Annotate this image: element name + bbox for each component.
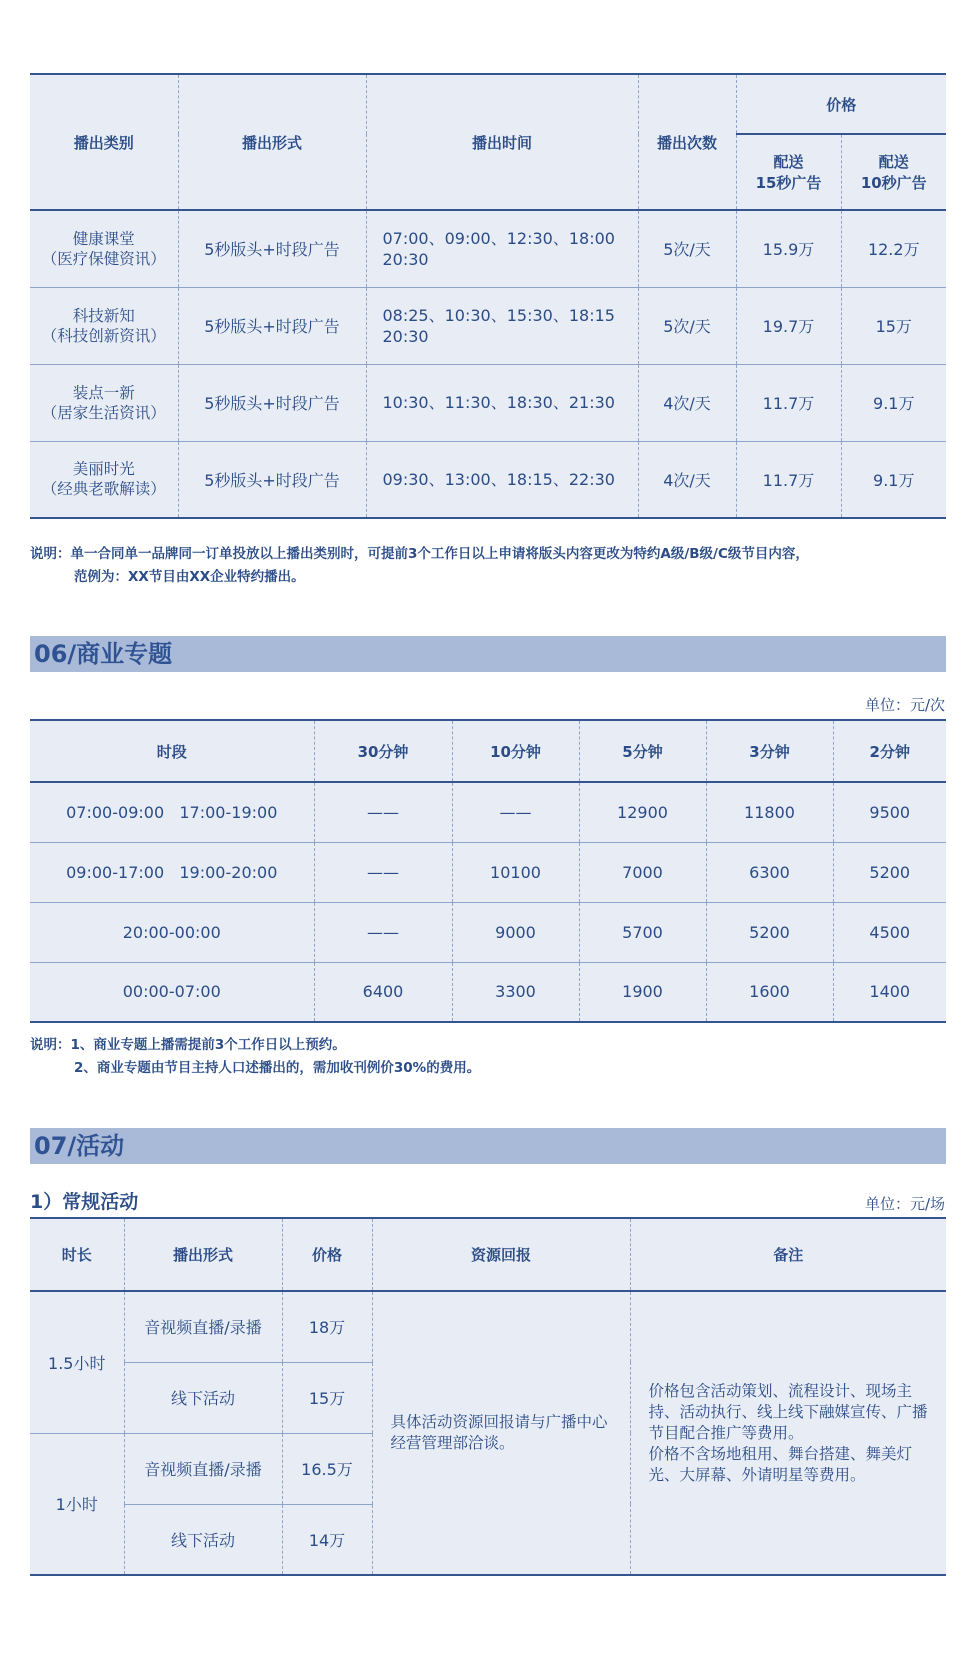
- slot-cell: 09:00-17:00 19:00-20:00: [30, 842, 314, 902]
- format-cell: 5秒版头+时段广告: [178, 210, 366, 287]
- price-30min: ——: [314, 902, 452, 962]
- table-row: [30, 441, 946, 518]
- header-price: 价格: [282, 1218, 372, 1291]
- header-duration: 时长: [30, 1218, 124, 1291]
- section06-title: 06/商业专题: [30, 636, 946, 672]
- price-2min: 1400: [869, 982, 911, 1002]
- duration-cell: 1小时: [30, 1433, 124, 1575]
- format-cell: 线下活动: [124, 1362, 282, 1433]
- category-name: 美丽时光: [72, 460, 135, 479]
- slot-cell: 20:00-00:00: [30, 902, 314, 962]
- time-cell: [366, 287, 638, 364]
- time-line2: 20:30: [382, 326, 429, 346]
- header-slot: 时段: [30, 720, 314, 782]
- price-3min: 11800: [706, 782, 833, 842]
- price-2min: 5200: [869, 862, 911, 882]
- format-cell: 音视频直播/录播: [124, 1291, 282, 1362]
- category-desc: （医疗保健资讯）: [41, 249, 166, 268]
- price-15s-cell: 11.7万: [736, 441, 841, 518]
- table-row: [30, 1291, 946, 1362]
- price-10s-cell: 12.2万: [867, 240, 920, 260]
- format-cell: 线下活动: [124, 1504, 282, 1575]
- table-row: [30, 842, 946, 902]
- time-line1: 08:25、10:30、15:30、18:15: [382, 305, 615, 325]
- price-10min: ——: [452, 782, 579, 842]
- price-5min: 12900: [579, 782, 706, 842]
- section07-unit: 单位：元/场: [864, 1195, 945, 1213]
- section06-note-line2: 2、商业专题由节目主持人口述播出的，需加收刊例价30%的费用。: [74, 1060, 481, 1076]
- table1-note: [30, 543, 809, 589]
- time-line1: 07:00、09:00、12:30、18:00: [382, 228, 615, 248]
- category-cell: [30, 364, 178, 441]
- category-desc: （经典老歌解读）: [41, 480, 166, 499]
- time-cell: [366, 210, 638, 287]
- header-3min: 3分钟: [706, 720, 833, 782]
- price-30min: ——: [314, 782, 452, 842]
- price-cell: 18万: [282, 1291, 372, 1362]
- time-line1: 10:30、11:30、18:30、21:30: [382, 393, 615, 412]
- count-cell: 4次/天: [638, 364, 736, 441]
- duration-cell: 1.5小时: [30, 1291, 124, 1433]
- remark-cell: [630, 1291, 946, 1575]
- header-price-10s-line2: 10秒广告: [860, 174, 927, 192]
- header-price-15s-line2: 15秒广告: [755, 174, 822, 192]
- time-line1: 09:30、13:00、18:15、22:30: [382, 469, 615, 489]
- table1-note-line2: 范例为：XX节目由XX企业特约播出。: [74, 569, 305, 585]
- header-format: 播出形式: [124, 1218, 282, 1291]
- category-name: 健康课堂: [72, 229, 135, 248]
- remark-line2: 价格不含场地租用、舞台搭建、舞美灯光、大屏幕、外请明星等费用。: [648, 1444, 913, 1484]
- time-cell: [366, 364, 638, 441]
- category-name: 装点一新: [72, 383, 135, 402]
- format-cell: 5秒版头+时段广告: [178, 364, 366, 441]
- category-name: 科技新知: [72, 306, 135, 325]
- price-3min: 1600: [706, 962, 833, 1022]
- table-row: [30, 287, 946, 364]
- category-desc: （居家生活资讯）: [41, 403, 166, 422]
- section06-note: [30, 1034, 480, 1080]
- table-row: [30, 210, 946, 287]
- header-30min: 30分钟: [314, 720, 452, 782]
- price-15s-cell: 11.7万: [736, 364, 841, 441]
- price-cell: 16.5万: [282, 1433, 372, 1504]
- format-cell: 音视频直播/录播: [124, 1433, 282, 1504]
- header-10min: 10分钟: [452, 720, 579, 782]
- category-cell: [30, 441, 178, 518]
- format-cell: 5秒版头+时段广告: [178, 441, 366, 518]
- header-format: 播出形式: [178, 74, 366, 210]
- price-3min: 5200: [706, 902, 833, 962]
- price-30min: 6400: [314, 962, 452, 1022]
- time-line2: 20:30: [382, 249, 429, 269]
- header-price-15s: [736, 134, 841, 210]
- category-desc: （科技创新资讯）: [41, 326, 166, 345]
- price-10min: 9000: [452, 902, 579, 962]
- header-remark: 备注: [773, 1246, 804, 1264]
- category-cell: [30, 210, 178, 287]
- price-15s-cell: 15.9万: [736, 210, 841, 287]
- header-price-10s-line1: 配送: [878, 153, 909, 171]
- header-price-15s-line1: 配送: [773, 153, 804, 171]
- price-15s-cell: 19.7万: [736, 287, 841, 364]
- price-2min: 9500: [869, 802, 911, 822]
- category-cell: [30, 287, 178, 364]
- activity-table: [30, 1217, 946, 1576]
- price-30min: ——: [314, 842, 452, 902]
- price-10min: 3300: [452, 962, 579, 1022]
- table-row: [30, 902, 946, 962]
- count-cell: 5次/天: [638, 210, 736, 287]
- price-10s-cell: 9.1万: [873, 470, 915, 490]
- commercial-topic-table: [30, 719, 946, 1023]
- resource-cell: 具体活动资源回报请与广播中心经营管理部洽谈。: [372, 1291, 630, 1575]
- section06-unit: 单位：元/次: [864, 696, 945, 714]
- price-10min: 10100: [452, 842, 579, 902]
- price-5min: 7000: [579, 842, 706, 902]
- header-count: 播出次数: [638, 74, 736, 210]
- format-cell: 5秒版头+时段广告: [178, 287, 366, 364]
- price-10s-cell: 9.1万: [873, 394, 915, 413]
- price-cell: 15万: [282, 1362, 372, 1433]
- header-resource: 资源回报: [372, 1218, 630, 1291]
- price-cell: 14万: [282, 1504, 372, 1575]
- price-3min: 6300: [706, 842, 833, 902]
- slot-cell: 07:00-09:00 17:00-19:00: [30, 782, 314, 842]
- section06-note-line1: 说明：1、商业专题上播需提前3个工作日以上预约。: [30, 1037, 346, 1053]
- price-5min: 5700: [579, 902, 706, 962]
- header-5min: 5分钟: [579, 720, 706, 782]
- broadcast-category-table: [30, 73, 946, 519]
- price-5min: 1900: [579, 962, 706, 1022]
- count-cell: 4次/天: [638, 441, 736, 518]
- section07-subtitle: 1）常规活动: [30, 1191, 139, 1213]
- table1-note-line1: 说明：单一合同单一品牌同一订单投放以上播出类别时，可提前3个工作日以上申请将版头内容更改为特约A级/B级/C级节目内容，: [30, 546, 809, 562]
- header-category: 播出类别: [30, 74, 178, 210]
- price-2min: 4500: [869, 922, 911, 942]
- count-cell: 5次/天: [638, 287, 736, 364]
- table-row: [30, 782, 946, 842]
- header-2min: 2分钟: [869, 742, 910, 761]
- header-time: 播出时间: [366, 74, 638, 210]
- table-row: [30, 962, 946, 1022]
- slot-cell: 00:00-07:00: [30, 962, 314, 1022]
- table-row: [30, 364, 946, 441]
- time-cell: [366, 441, 638, 518]
- price-10s-cell: 15万: [875, 317, 912, 336]
- header-price: 价格: [736, 74, 946, 134]
- remark-line1: 价格包含活动策划、流程设计、现场主持、活动执行、线上线下融媒宣传、广播节目配合推广等费用。: [648, 1381, 928, 1442]
- header-price-10s: [841, 134, 946, 210]
- section07-title: 07/活动: [30, 1128, 946, 1164]
